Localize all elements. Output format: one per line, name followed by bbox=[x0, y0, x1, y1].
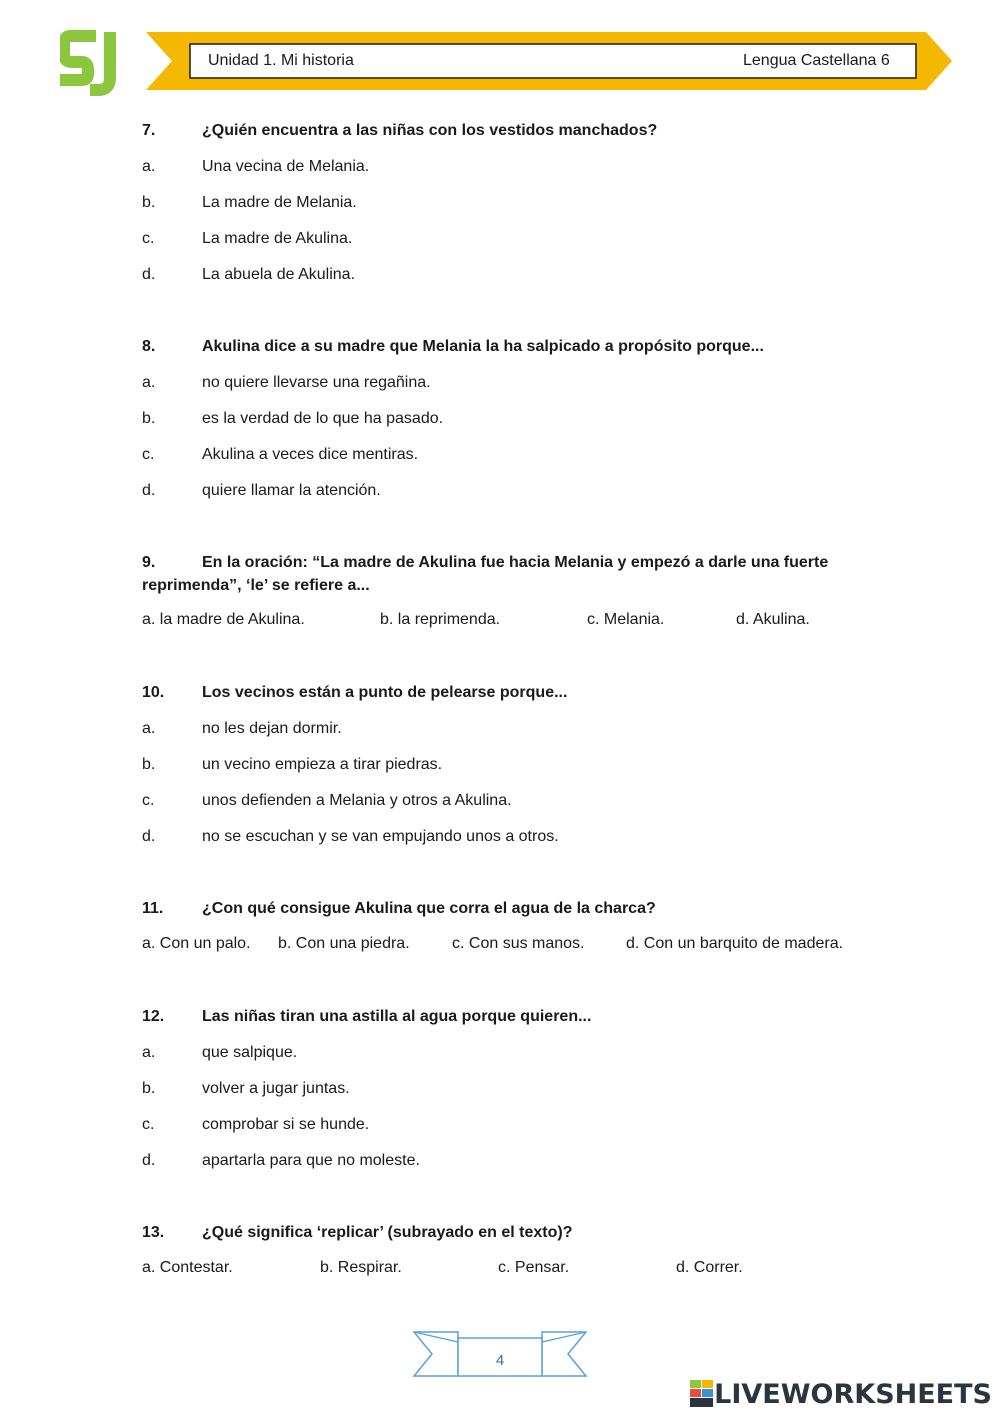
option-b[interactable] bbox=[142, 191, 657, 227]
option-d[interactable] bbox=[142, 479, 764, 515]
question-text: Los vecinos están a punto de pelearse porque... bbox=[202, 684, 568, 701]
option-text: apartarla para que no moleste. bbox=[202, 1152, 420, 1169]
question-text: ¿Qué significa ‘replicar’ (subrayado en el texto)? bbox=[202, 1224, 573, 1241]
school-logo bbox=[60, 26, 126, 98]
option-d[interactable] bbox=[142, 825, 567, 861]
option-a[interactable] bbox=[142, 1041, 591, 1077]
option-text: un vecino empieza a tirar piedras. bbox=[202, 756, 443, 773]
live-badge-icon bbox=[690, 1380, 714, 1408]
option-a[interactable] bbox=[142, 155, 657, 191]
option-a[interactable]: a. Contestar. bbox=[142, 1259, 233, 1276]
option-b[interactable]: b. Con una piedra. bbox=[278, 935, 410, 952]
option-letter: a. bbox=[142, 158, 156, 175]
option-d[interactable] bbox=[142, 263, 657, 299]
option-text: unos defienden a Melania y otros a Akulina. bbox=[202, 792, 512, 809]
option-letter: c. bbox=[142, 1116, 155, 1133]
option-text: La madre de Melania. bbox=[202, 194, 357, 211]
option-text: que salpique. bbox=[202, 1044, 298, 1061]
option-letter: a. bbox=[142, 374, 156, 391]
option-b[interactable] bbox=[142, 753, 567, 789]
option-c[interactable] bbox=[142, 1113, 591, 1149]
option-text: La abuela de Akulina. bbox=[202, 266, 356, 283]
option-text: no les dejan dormir. bbox=[202, 720, 342, 737]
option-text: comprobar si se hunde. bbox=[202, 1116, 370, 1133]
option-text: quiere llamar la atención. bbox=[202, 482, 381, 499]
question-number: 9. bbox=[142, 554, 156, 571]
option-a[interactable]: a. Con un palo. bbox=[142, 935, 251, 952]
question-text: Akulina dice a su madre que Melania la ha salpicado a propósito porque... bbox=[202, 338, 764, 355]
option-c[interactable]: c. Melania. bbox=[587, 611, 665, 628]
option-letter: c. bbox=[142, 230, 155, 247]
question-10 bbox=[142, 681, 567, 861]
option-letter: b. bbox=[142, 410, 156, 427]
option-text: Akulina a veces dice mentiras. bbox=[202, 446, 419, 463]
option-letter: d. bbox=[142, 266, 156, 283]
option-letter: b. bbox=[142, 756, 156, 773]
brand-text: LIVEWORKSHEETS bbox=[714, 1378, 992, 1410]
question-text: Las niñas tiran una astilla al agua porque quieren... bbox=[202, 1008, 592, 1025]
question-9 bbox=[142, 551, 862, 609]
option-letter: b. bbox=[142, 194, 156, 211]
option-letter: d. bbox=[142, 482, 156, 499]
question-8 bbox=[142, 335, 764, 515]
option-text: La madre de Akulina. bbox=[202, 230, 353, 247]
question-number: 13. bbox=[142, 1224, 165, 1241]
option-letter: c. bbox=[142, 446, 155, 463]
question-text: En la oración: “La madre de Akulina fue hacia Melania y empezó a darle una fuerte reprimenda”, ‘le’ se refiere a... bbox=[142, 554, 829, 594]
option-c[interactable] bbox=[142, 443, 764, 479]
option-letter: c. bbox=[142, 792, 155, 809]
question-number: 8. bbox=[142, 338, 156, 355]
question-text: ¿Con qué consigue Akulina que corra el agua de la charca? bbox=[202, 900, 656, 917]
subject-title: Lengua Castellana 6 bbox=[743, 52, 890, 69]
option-c[interactable] bbox=[142, 789, 567, 825]
option-c[interactable]: c. Pensar. bbox=[498, 1259, 570, 1276]
option-a[interactable]: a. la madre de Akulina. bbox=[142, 611, 305, 628]
option-text: es la verdad de lo que ha pasado. bbox=[202, 410, 444, 427]
liveworksheets-brand[interactable] bbox=[690, 1378, 992, 1410]
question-number: 12. bbox=[142, 1008, 165, 1025]
option-b[interactable] bbox=[142, 1077, 591, 1113]
option-a[interactable] bbox=[142, 717, 567, 753]
question-7 bbox=[142, 119, 657, 299]
option-letter: d. bbox=[142, 828, 156, 845]
option-b[interactable]: b. Respirar. bbox=[320, 1259, 402, 1276]
option-d[interactable]: d. Akulina. bbox=[736, 611, 810, 628]
option-text: no quiere llevarse una regañina. bbox=[202, 374, 431, 391]
question-text: ¿Quién encuentra a las niñas con los vestidos manchados? bbox=[202, 122, 658, 139]
option-b[interactable] bbox=[142, 407, 764, 443]
question-12 bbox=[142, 1005, 591, 1185]
option-a[interactable] bbox=[142, 371, 764, 407]
option-d[interactable]: d. Correr. bbox=[676, 1259, 743, 1276]
question-11 bbox=[142, 897, 656, 933]
option-letter: a. bbox=[142, 1044, 156, 1061]
question-number: 7. bbox=[142, 122, 156, 139]
question-number: 11. bbox=[142, 900, 164, 917]
option-letter: b. bbox=[142, 1080, 156, 1097]
page-number: 4 bbox=[495, 1352, 505, 1369]
option-b[interactable]: b. la reprimenda. bbox=[380, 611, 501, 628]
option-c[interactable] bbox=[142, 227, 657, 263]
option-c[interactable]: c. Con sus manos. bbox=[452, 935, 585, 952]
option-text: Una vecina de Melania. bbox=[202, 158, 370, 175]
unit-title: Unidad 1. Mi historia bbox=[208, 52, 354, 69]
option-text: volver a jugar juntas. bbox=[202, 1080, 350, 1097]
option-text: no se escuchan y se van empujando unos a otros. bbox=[202, 828, 559, 845]
option-letter: d. bbox=[142, 1152, 156, 1169]
option-d[interactable] bbox=[142, 1149, 591, 1185]
question-number: 10. bbox=[142, 684, 165, 701]
option-letter: a. bbox=[142, 720, 156, 737]
option-d[interactable]: d. Con un barquito de madera. bbox=[626, 935, 844, 952]
question-13 bbox=[142, 1221, 572, 1257]
